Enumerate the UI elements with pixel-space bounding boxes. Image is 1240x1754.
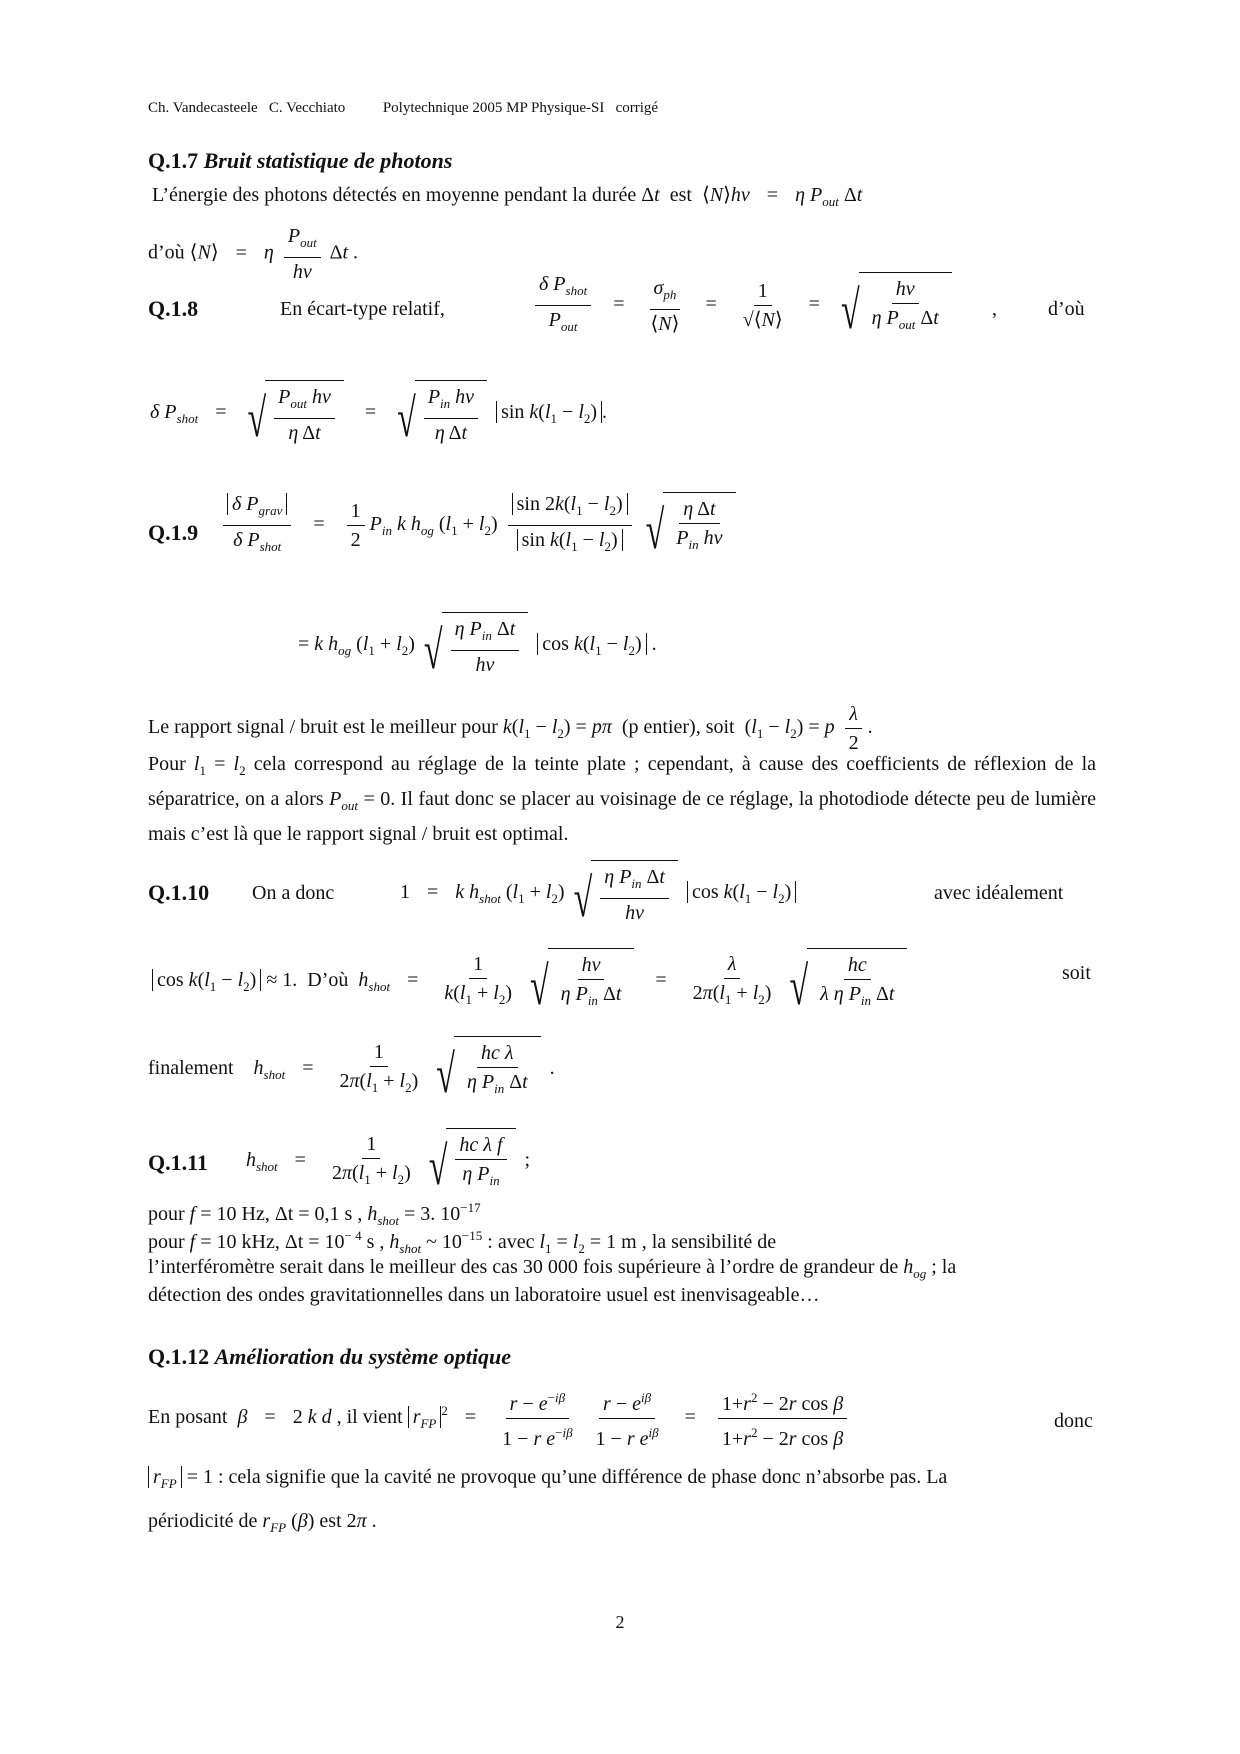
q112-text6: est bbox=[319, 1510, 342, 1532]
q19-text2: (p entier), soit bbox=[621, 716, 735, 739]
section-label: Q.1.7 bbox=[148, 148, 199, 173]
q111-line3: l’interféromètre serait dans le meilleur des cas 30 000 fois supérieure à l’ordre de grandeur de $h_{og}$ ; la bbox=[148, 1256, 957, 1281]
q112-text1: En posant bbox=[148, 1406, 228, 1429]
q19-text1: Le rapport signal / bruit est le meilleur pour bbox=[148, 716, 498, 739]
q19-equation2: = k $h_{og}$ $(l_1 + l_2)$ √ $\frac{\eta P_{in} \Delta t}{h\nu}$ $\cos k(l_1 - l_2)$ . bbox=[298, 612, 657, 679]
q112-equation: En posant β = 2 k d , il vient $r_{FP}^2$ = $\frac{r - e^{-i\beta}}{1 - r e^{-i\beta}}$ $\frac{r - e^{i\beta}}{1 - r e^{i\beta}}$ = $\frac{1+r^2 - 2r \cos \beta}{1+r^2 - 2r \cos \beta}$ bbox=[148, 1384, 852, 1453]
q111-line1: pour f = 10 Hz, Δt = 0,1 s , $h_{shot} = 3$. $10^{-17}$ bbox=[148, 1200, 481, 1228]
q17-est: est bbox=[669, 184, 692, 206]
q19-text3: Pour bbox=[148, 753, 186, 775]
q17-line2: d’où ⟨N⟩ = η $\frac{P_{out}}{h\nu}$ Δt . bbox=[148, 222, 358, 286]
q111-line2-c: : avec bbox=[487, 1231, 535, 1253]
q111-line2-val: ~ 10 bbox=[426, 1231, 462, 1253]
page-number: 2 bbox=[615, 1612, 625, 1632]
q112-text4: = 1 : cela signifie que la cavité ne provoque qu’une différence de phase donc n’absorbe pas. La bbox=[186, 1466, 948, 1488]
q18-comma: , bbox=[992, 298, 997, 320]
section-title: Amélioration du système optique bbox=[214, 1344, 512, 1369]
q17-text1: L’énergie des photons détectés en moyenne pendant la durée bbox=[152, 184, 637, 206]
q19-text5: . Il faut donc se placer au voisinage de ce réglage, la photodiode détecte peu de lumière mais c’est là que le rapport signal / bruit est optimal. bbox=[148, 788, 1097, 845]
q112-text5: périodicité de bbox=[148, 1510, 258, 1532]
q111-line2-d: = 1 m , la sensibilité de bbox=[589, 1231, 777, 1253]
q111-line1-exp: −17 bbox=[460, 1200, 481, 1215]
q110-text2: avec idéalement bbox=[934, 882, 1064, 904]
q111-line3-text: l’interféromètre serait dans le meilleur des cas 30 000 fois supérieure à l’ordre de grandeur de bbox=[148, 1256, 899, 1278]
q18-equation: $\frac{\delta P_{shot}}{P_{out}}$ = $\frac{\sigma_{ph}}{⟨N⟩}$ = $\frac{1}{√⟨N⟩}$ = √ $\frac{h\nu}{\eta P_{out} \Delta t}$ bbox=[530, 270, 956, 341]
q17-line1: L’énergie des photons détectés en moyenne pendant la durée Δt est ⟨N⟩hν = η $P_{out}$ Δt bbox=[152, 184, 863, 209]
q110-equation1: 1 = k $h_{shot}$ $(l_1 + l_2)$ √ $\frac{\eta P_{in} \Delta t}{h\nu}$ $\cos k(l_1 - l_2)$ bbox=[400, 860, 796, 927]
section-heading-q19: Q.1.9 bbox=[148, 520, 199, 545]
q111-line3-end: ; la bbox=[931, 1256, 957, 1278]
q110-text4: soit bbox=[1062, 962, 1091, 984]
q19-line1: Le rapport signal / bruit est le meilleur pour $k(l_1 - l_2) = p\pi$ (p entier), soit $(l_1 - l_2) = p$ $\frac{\lambda}{2}$ . bbox=[148, 700, 873, 757]
q110-text5: finalement bbox=[148, 1057, 234, 1080]
section-heading-q111: Q.1.11 bbox=[148, 1150, 208, 1175]
section-label: Q.1.12 bbox=[148, 1344, 210, 1369]
q110-equation3: finalement $h_{shot}$ = $\frac{1}{2\pi(l_1 + l_2)}$ √ $\frac{\text{hc λ}}{\eta P_{in} \Delta t}$ . bbox=[148, 1036, 555, 1103]
q111-line2-text: = 10 kHz, Δt = 10 bbox=[200, 1231, 345, 1253]
q19-paragraph: Pour $l_1 = l_2$ cela correspond au réglage de la teinte plate ; cependant, à cause des coefficients de réflexion de la séparatrice, on a alors $P_{out} = 0$. Il faut donc se placer au voisinage de ce réglage, la photodiode détecte peu de lumière mais c’est là que le rapport signal / bruit est optimal. bbox=[148, 753, 1097, 845]
q110-text1: On a donc bbox=[252, 882, 335, 904]
q112-text3: donc bbox=[1054, 1410, 1093, 1432]
q111-line1-text: = 10 Hz, Δt = 0,1 s , bbox=[200, 1203, 363, 1225]
section-heading-q112 bbox=[148, 1344, 511, 1370]
q111-pour2: pour bbox=[148, 1231, 185, 1253]
section-heading-q110: Q.1.10 bbox=[148, 880, 210, 905]
q19-text4: cela correspond au réglage de la teinte plate ; cependant, à cause des coefficients de réflexion de la séparatrice, on a alors bbox=[148, 753, 1097, 810]
q111-line1-val: = 3. 10 bbox=[404, 1203, 461, 1225]
q111-equation: $h_{shot}$ = $\frac{1}{2\pi(l_1 + l_2)}$ √ $\frac{\text{hc λ f}}{\eta P_{in}}$ ; bbox=[246, 1128, 530, 1195]
q19-equation1: $\frac{\delta P_{grav}}{\delta P_{shot}}$ = $\frac{1}{2}$ $P_{in}$ k $h_{og}$ $(l_1 + l_2)$ $\frac{\sin 2k(l_1 - l_2)}{\sin k(l_1 - l_2)}$ √ $\frac{\text{η Δt}}{P_{in} h\nu}$ bbox=[218, 490, 740, 561]
header-title: Polytechnique 2005 MP Physique-SI corrigé bbox=[382, 100, 659, 116]
q18-text: En écart-type relatif, bbox=[280, 298, 445, 320]
q18-equation2: δ $P_{shot}$ = √ $\frac{P_{out} h\nu}{\text{η Δt}}$ = √ $\frac{P_{in} h\nu}{\text{η Δt}}$ $\sin k(l_1 - l_2)$ . bbox=[150, 380, 607, 447]
section-heading-q18: Q.1.8 bbox=[148, 296, 199, 321]
q18-dou: d’où bbox=[1048, 298, 1085, 320]
q112-line3: périodicité de $r_{FP}$ (β) est 2π . bbox=[148, 1510, 377, 1535]
q111-line2-exp2: −15 bbox=[461, 1228, 483, 1243]
page-header bbox=[148, 100, 658, 117]
q110-text3: D’où bbox=[307, 969, 349, 992]
header-authors: Ch. Vandecasteele C. Vecchiato bbox=[148, 100, 346, 116]
section-title: Bruit statistique de photons bbox=[203, 148, 453, 173]
q112-line2: $r_{FP} = 1$ : cela signifie que la cavité ne provoque qu’une différence de phase donc n’absorbe pas. La bbox=[148, 1466, 947, 1492]
q111-pour1: pour bbox=[148, 1203, 185, 1225]
q110-equation2: $\cos k(l_1 - l_2) \approx 1$. D’où $h_{shot}$ = $\frac{1}{k(l_1 + l_2)}$ √ $\frac{h\nu}{\eta P_{in} \Delta t}$ = $\frac{\lambda}{2\pi(l_1 + l_2)}$ √ $\frac{hc}{\lambda \eta P_{in} \Delta t}$ bbox=[152, 948, 911, 1015]
q111-line2-b: s , bbox=[366, 1231, 385, 1253]
q111-line2: pour f = 10 kHz, $\Delta t = 10^{- 4}$ s , $h_{shot}$ ~ $10^{-15}$ : avec $l_1 = l_2 = 1$ m , la sensibilité de bbox=[148, 1228, 777, 1256]
q111-line2-exp: − 4 bbox=[344, 1228, 362, 1243]
q17-dou: d’où bbox=[148, 241, 185, 264]
section-heading-q17 bbox=[148, 148, 452, 174]
q111-line4: détection des ondes gravitationnelles dans un laboratoire usuel est inenvisageable… bbox=[148, 1284, 820, 1306]
q112-text2: , il vient bbox=[336, 1406, 403, 1429]
